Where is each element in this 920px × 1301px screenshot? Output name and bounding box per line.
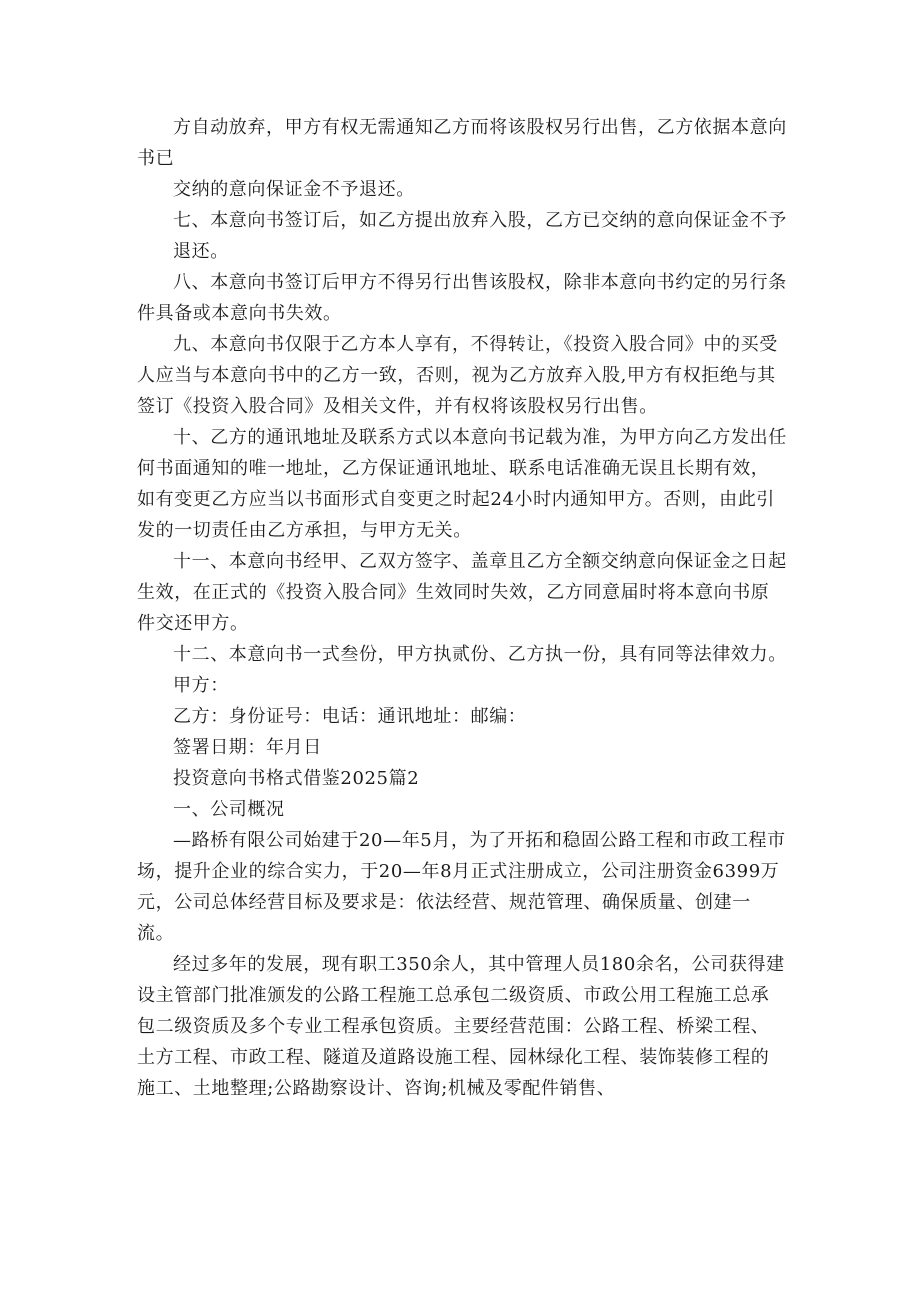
paragraph: 七、本意向书签订后，如乙方提出放弃入股，乙方已交纳的意向保证金不予	[173, 210, 787, 231]
paragraph: 交纳的意向保证金不予退还。	[173, 179, 415, 200]
paragraph: 经过多年的发展，现有职工350余人，其中管理人员180余名，公司获得建设主管部门批准颁发的公路工程施工总承包二级资质、市政公用工程施工总承包二级资质及多个专业工程承包资质。主要经营范围：公路工程、桥梁工程、土方工程、市政工程、隧道及道路设施工程、园林绿化工程、装饰装修工程的施工、土地整理;公路勘察设计、咨询;机械及零配件销售、	[137, 954, 785, 1099]
paragraph: 方自动放弃，甲方有权无需通知乙方而将该股权另行出售，乙方依据本意向书已	[137, 117, 787, 169]
paragraph: —路桥有限公司始建于20—年5月，为了开拓和稳固公路工程和市政工程市场，提升企业的综合实力，于20—年8月正式注册成立，公司注册资金6399万元，公司总体经营目标及要求是：依法经营、规范管理、确保质量、创建一流。	[137, 830, 786, 944]
paragraph: 八、本意向书签订后甲方不得另行出售该股权，除非本意向书约定的另行条件具备或本意向书失效。	[137, 272, 787, 324]
paragraph: 十二、本意向书一式叁份，甲方执贰份、乙方执一份，具有同等法律效力。	[173, 644, 787, 665]
signature-party-a: 甲方：	[173, 675, 229, 696]
signature-date: 签署日期：年月日	[173, 737, 322, 758]
document-body	[137, 112, 787, 1104]
paragraph: 十、乙方的通讯地址及联系方式以本意向书记载为准，为甲方向乙方发出任何书面通知的唯一地址，乙方保证通讯地址、联系电话准确无误且长期有效，如有变更乙方应当以书面形式自变更之时起24小时内通知甲方。否则，由此引发的一切责任由乙方承担，与甲方无关。	[137, 427, 787, 541]
paragraph: 退还。	[173, 241, 229, 262]
section-heading: 一、公司概况	[173, 799, 285, 820]
signature-party-b: 乙方：身份证号：电话：通讯地址：邮编：	[173, 706, 527, 727]
paragraph: 十一、本意向书经甲、乙双方签字、盖章且乙方全额交纳意向保证金之日起生效，在正式的《投资入股合同》生效同时失效，乙方同意届时将本意向书原件交还甲方。	[137, 551, 787, 634]
section-title: 投资意向书格式借鉴2025篇2	[173, 768, 420, 789]
paragraph: 九、本意向书仅限于乙方本人享有，不得转让，《投资入股合同》中的买受人应当与本意向书中的乙方一致，否则，视为乙方放弃入股,甲方有权拒绝与其签订《投资入股合同》及相关文件，并有权将该股权另行出售。	[137, 334, 778, 417]
